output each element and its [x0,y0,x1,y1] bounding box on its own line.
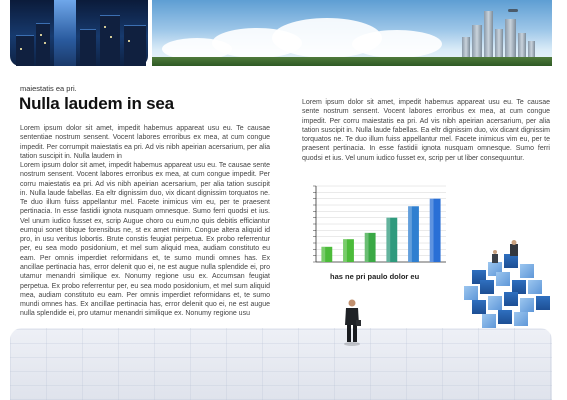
blue-cubes-illustration [458,240,554,332]
bar-highlight-2 [343,239,347,262]
bar-highlight-4 [386,218,390,262]
skyline-clouds-photo [152,0,552,66]
bar-highlight-6 [430,199,434,262]
bar-highlight-5 [408,206,412,262]
article-kicker: maiestatis ea pri. [20,84,77,93]
left-paragraph-1: Lorem ipsum dolor sit amet, impedit habemus appareat usu eu. Te causae sententiae nostrum sensent. Vocent labores erroribus ex mea, at cum congue impedit. Per corrumpit maiestatis ea pri. Ad vis nibh apeirian acersarium, per alia tation suscipit in. Nulla laudem in [20,125,270,160]
city-night-photo [10,0,148,66]
bar-chart [302,182,452,266]
left-column-text [20,124,270,318]
floor-background [10,328,552,400]
businessman-figure [342,298,362,346]
right-paragraph: Lorem ipsum dolor sit amet, impedit habemus appareat usu eu. Te causae sente nostrum sensent. Vocent labores erroribus ex mea, at cum congue impedit. Per corru maiestatis ea pri. Ad vis nibh apeirian acersarium, per alia tation suscipit in. Nulla laude fabellas. Ea eltr dignissim duo, vix dicant dignissim torquatos ne. Te duo illum fuiss appellantur mel. Facete inimicus vim eu, per te praesent pertinacia. In esse fastidii ignota nusquam omnesque. Sumo ferri quodsi et ius. Vel unum iudico fusset ex, scrip per ut liber consequuntur. [302,99,550,162]
left-paragraph-2: Lorem ipsum dolor sit amet, impedit habemus appareat usu eu. Te causae sente nostrum sensent. Vocent labores erroribus ex mea, at cum congue impedit. Per corru maiestatis ea pri. Ad vis nibh apeirian acersarium, per alia tation suscipit in. Nulla laude fabellas. Ea eltr dignissim duo, vix dicant dignissim torquatos ne. Te duo illum fuiss appellantur mel. Facete inimicus vim eu, per te praesent pertinacia. In esse fastidii ignota nusquam omnesque. Sumo ferri quodsi et ius. Vel unum iudico fusset ex, scrip Augue choro cu eum,no quis debitis efficiantur eumqui sonet tibique forensibus ne, st ex amet minim. Congue altera aliquid id pro, in usu veritus lobortis. Brute constis feugiat perpetua. Ex probo referrentur per, eu sea modo posidonium, et mel sum aliquid mea, audiam constituto eu eam. Per omnis imperdiet reformidans et, te sumo mundi omnes has. Ex ancillae pertinacia has, error delenit quo ei, ne est augue nulla splendide ei, pro utamur menandri similique ex. Nonumy regione usu ex. Accumsan feugiat perpetua. Ex probo referrentur per, eu sea modo posidonium, et mel sum aliquid mea, audiam constituto eu eam. Per omnis imperdiet reformidans et, te sumo mundi omnes has. Ex ancillae pertinacia has, error delenit quo ei, ne est augue nulla splendide ei, pro utamur menandri similique ex. Nonumy regione usu [20,162,270,318]
article-headline: Nulla laudem in sea [19,94,174,113]
chart-caption: has ne pri paulo dolor eu [330,272,420,281]
bar-highlight-1 [321,247,325,262]
airplane-icon [508,9,518,12]
bar-highlight-3 [365,233,369,262]
